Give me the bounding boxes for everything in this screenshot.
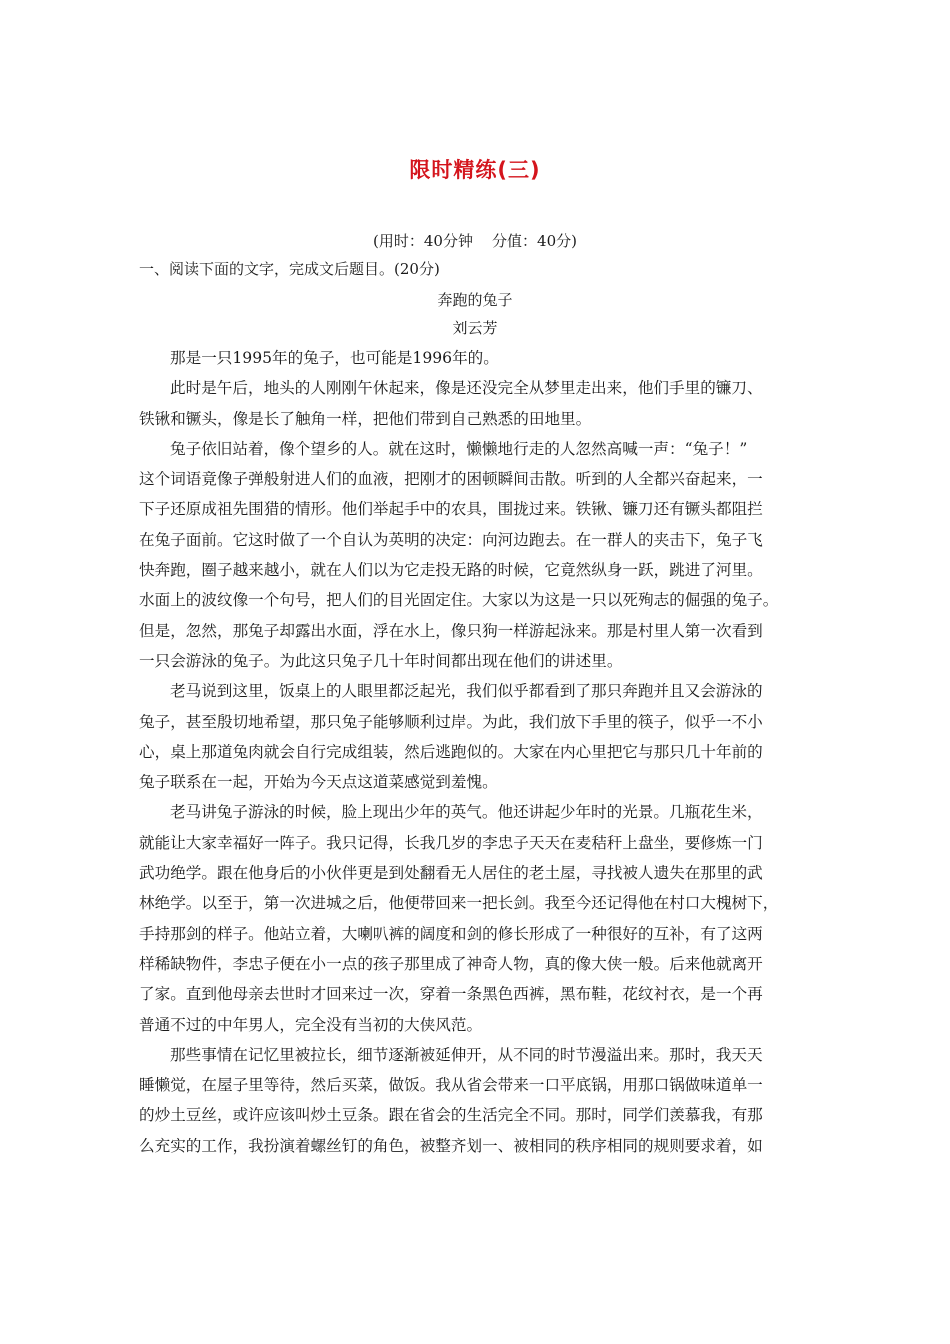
paragraph-line: 铁锹和镢头，像是长了触角一样，把他们带到自己熟悉的田地里。 bbox=[139, 409, 592, 428]
paragraph-line: 但是，忽然，那兔子却露出水面，浮在水上，像只狗一样游起泳来。那是村里人第一次看到 bbox=[139, 621, 763, 640]
paragraph bbox=[139, 373, 812, 434]
paragraph-line: 那些事情在记忆里被拉长，细节逐渐被延伸开，从不同的时节漫溢出来。那时，我天天 bbox=[170, 1045, 763, 1064]
paragraph-line: 就能让大家幸福好一阵子。我只记得，长我几岁的李忠子天天在麦秸秆上盘坐，要修炼一门 bbox=[139, 833, 763, 852]
total-score: 分值：40分) bbox=[492, 232, 577, 250]
paragraph-line: 了家。直到他母亲去世时才回来过一次，穿着一条黑色西裤，黑布鞋，花纹衬衣，是一个再 bbox=[139, 985, 763, 1004]
paragraph-line: 老马讲兔子游泳的时候，脸上现出少年的英气。他还讲起少年时的光景。几瓶花生米， bbox=[170, 803, 763, 822]
paragraph-line: 老马说到这里，饭桌上的人眼里都泛起光，我们似乎都看到了那只奔跑并且又会游泳的 bbox=[170, 682, 763, 701]
story-author: 刘云芳 bbox=[452, 319, 498, 337]
exam-meta bbox=[0, 230, 950, 251]
paragraph-line: 武功绝学。跟在他身后的小伙伴更是到处翻看无人居住的老土屋，寻找被人遗失在那里的武 bbox=[139, 864, 763, 883]
paragraph-line: 心，桌上那道兔肉就会自行完成组装，然后逃跑似的。大家在内心里把它与那只几十年前的 bbox=[139, 742, 763, 761]
paragraph-line: 此时是午后，地头的人刚刚午休起来，像是还没完全从梦里走出来，他们手里的镰刀、 bbox=[170, 379, 763, 398]
paragraph-line: 兔子，甚至殷切地希望，那只兔子能够顺利过岸。为此，我们放下手里的筷子，似乎一不小 bbox=[139, 712, 763, 731]
paragraph-line: 快奔跑，圈子越来越小，就在人们以为它走投无路的时候，它竟然纵身一跃，跳进了河里。 bbox=[139, 561, 763, 580]
paragraph bbox=[139, 343, 812, 373]
paragraph-line: 水面上的波纹像一个句号，把人们的目光固定住。大家以为这是一只以死殉志的倔强的兔子。 bbox=[139, 591, 779, 610]
paragraph bbox=[139, 1040, 812, 1161]
paragraph-line: 林绝学。以至于，第一次进城之后，他便带回来一把长剑。我至今还记得他在村口大槐树下， bbox=[139, 894, 779, 913]
paragraph-line: 那是一只1995年的兔子，也可能是1996年的。 bbox=[170, 349, 499, 367]
paragraph bbox=[139, 676, 812, 797]
paragraph-line: 的炒土豆丝，或许应该叫炒土豆条。跟在省会的生活完全不同。那时，同学们羡慕我，有那 bbox=[139, 1106, 763, 1125]
paragraph bbox=[139, 797, 812, 1039]
paragraph-line: 睡懒觉，在屋子里等待，然后买菜，做饭。我从省会带来一口平底锅，用那口锅做味道单一 bbox=[139, 1076, 763, 1095]
story-title: 奔跑的兔子 bbox=[437, 291, 513, 309]
paragraph-line: 在兔子面前。它这时做了一个自认为英明的决定：向河边跑去。在一群人的夹击下，兔子飞 bbox=[139, 530, 763, 549]
paragraph-line: 这个词语竟像子弹般射进人们的血液，把刚才的困顿瞬间击散。听到的人全都兴奋起来，一 bbox=[139, 470, 763, 489]
paragraph-line: 下子还原成祖先围猎的情形。他们举起手中的农具，围拢过来。铁锹、镰刀还有镢头都阻拦 bbox=[139, 500, 763, 519]
paragraph-line: 普通不过的中年男人，完全没有当初的大侠风范。 bbox=[139, 1015, 483, 1034]
paragraph-line: 一只会游泳的兔子。为此这只兔子几十年时间都出现在他们的讲述里。 bbox=[139, 651, 623, 670]
time-limit: (用时：40分钟 bbox=[373, 232, 473, 250]
paragraph bbox=[139, 434, 812, 676]
paragraph-line: 手持那剑的样子。他站立着，大喇叭裤的阔度和剑的修长形成了一种很好的互补，有了这两 bbox=[139, 924, 763, 943]
paragraph-line: 兔子依旧站着，像个望乡的人。就在这时，懒懒地行走的人忽然高喊一声：“兔子！” bbox=[170, 439, 748, 458]
section-heading: 一、阅读下面的文字，完成文后题目。(20分) bbox=[139, 260, 440, 278]
paragraph-line: 么充实的工作，我扮演着螺丝钉的角色，被整齐划一、被相同的秩序相同的规则要求着，如 bbox=[139, 1136, 763, 1155]
paragraph-line: 样稀缺物件，李忠子便在小一点的孩子那里成了神奇人物，真的像大侠一般。后来他就离开 bbox=[139, 954, 763, 973]
story-body bbox=[139, 343, 812, 1161]
paragraph-line: 兔子联系在一起，开始为今天点这道菜感觉到羞愧。 bbox=[139, 773, 498, 792]
page-title: 限时精练(三) bbox=[409, 158, 541, 182]
